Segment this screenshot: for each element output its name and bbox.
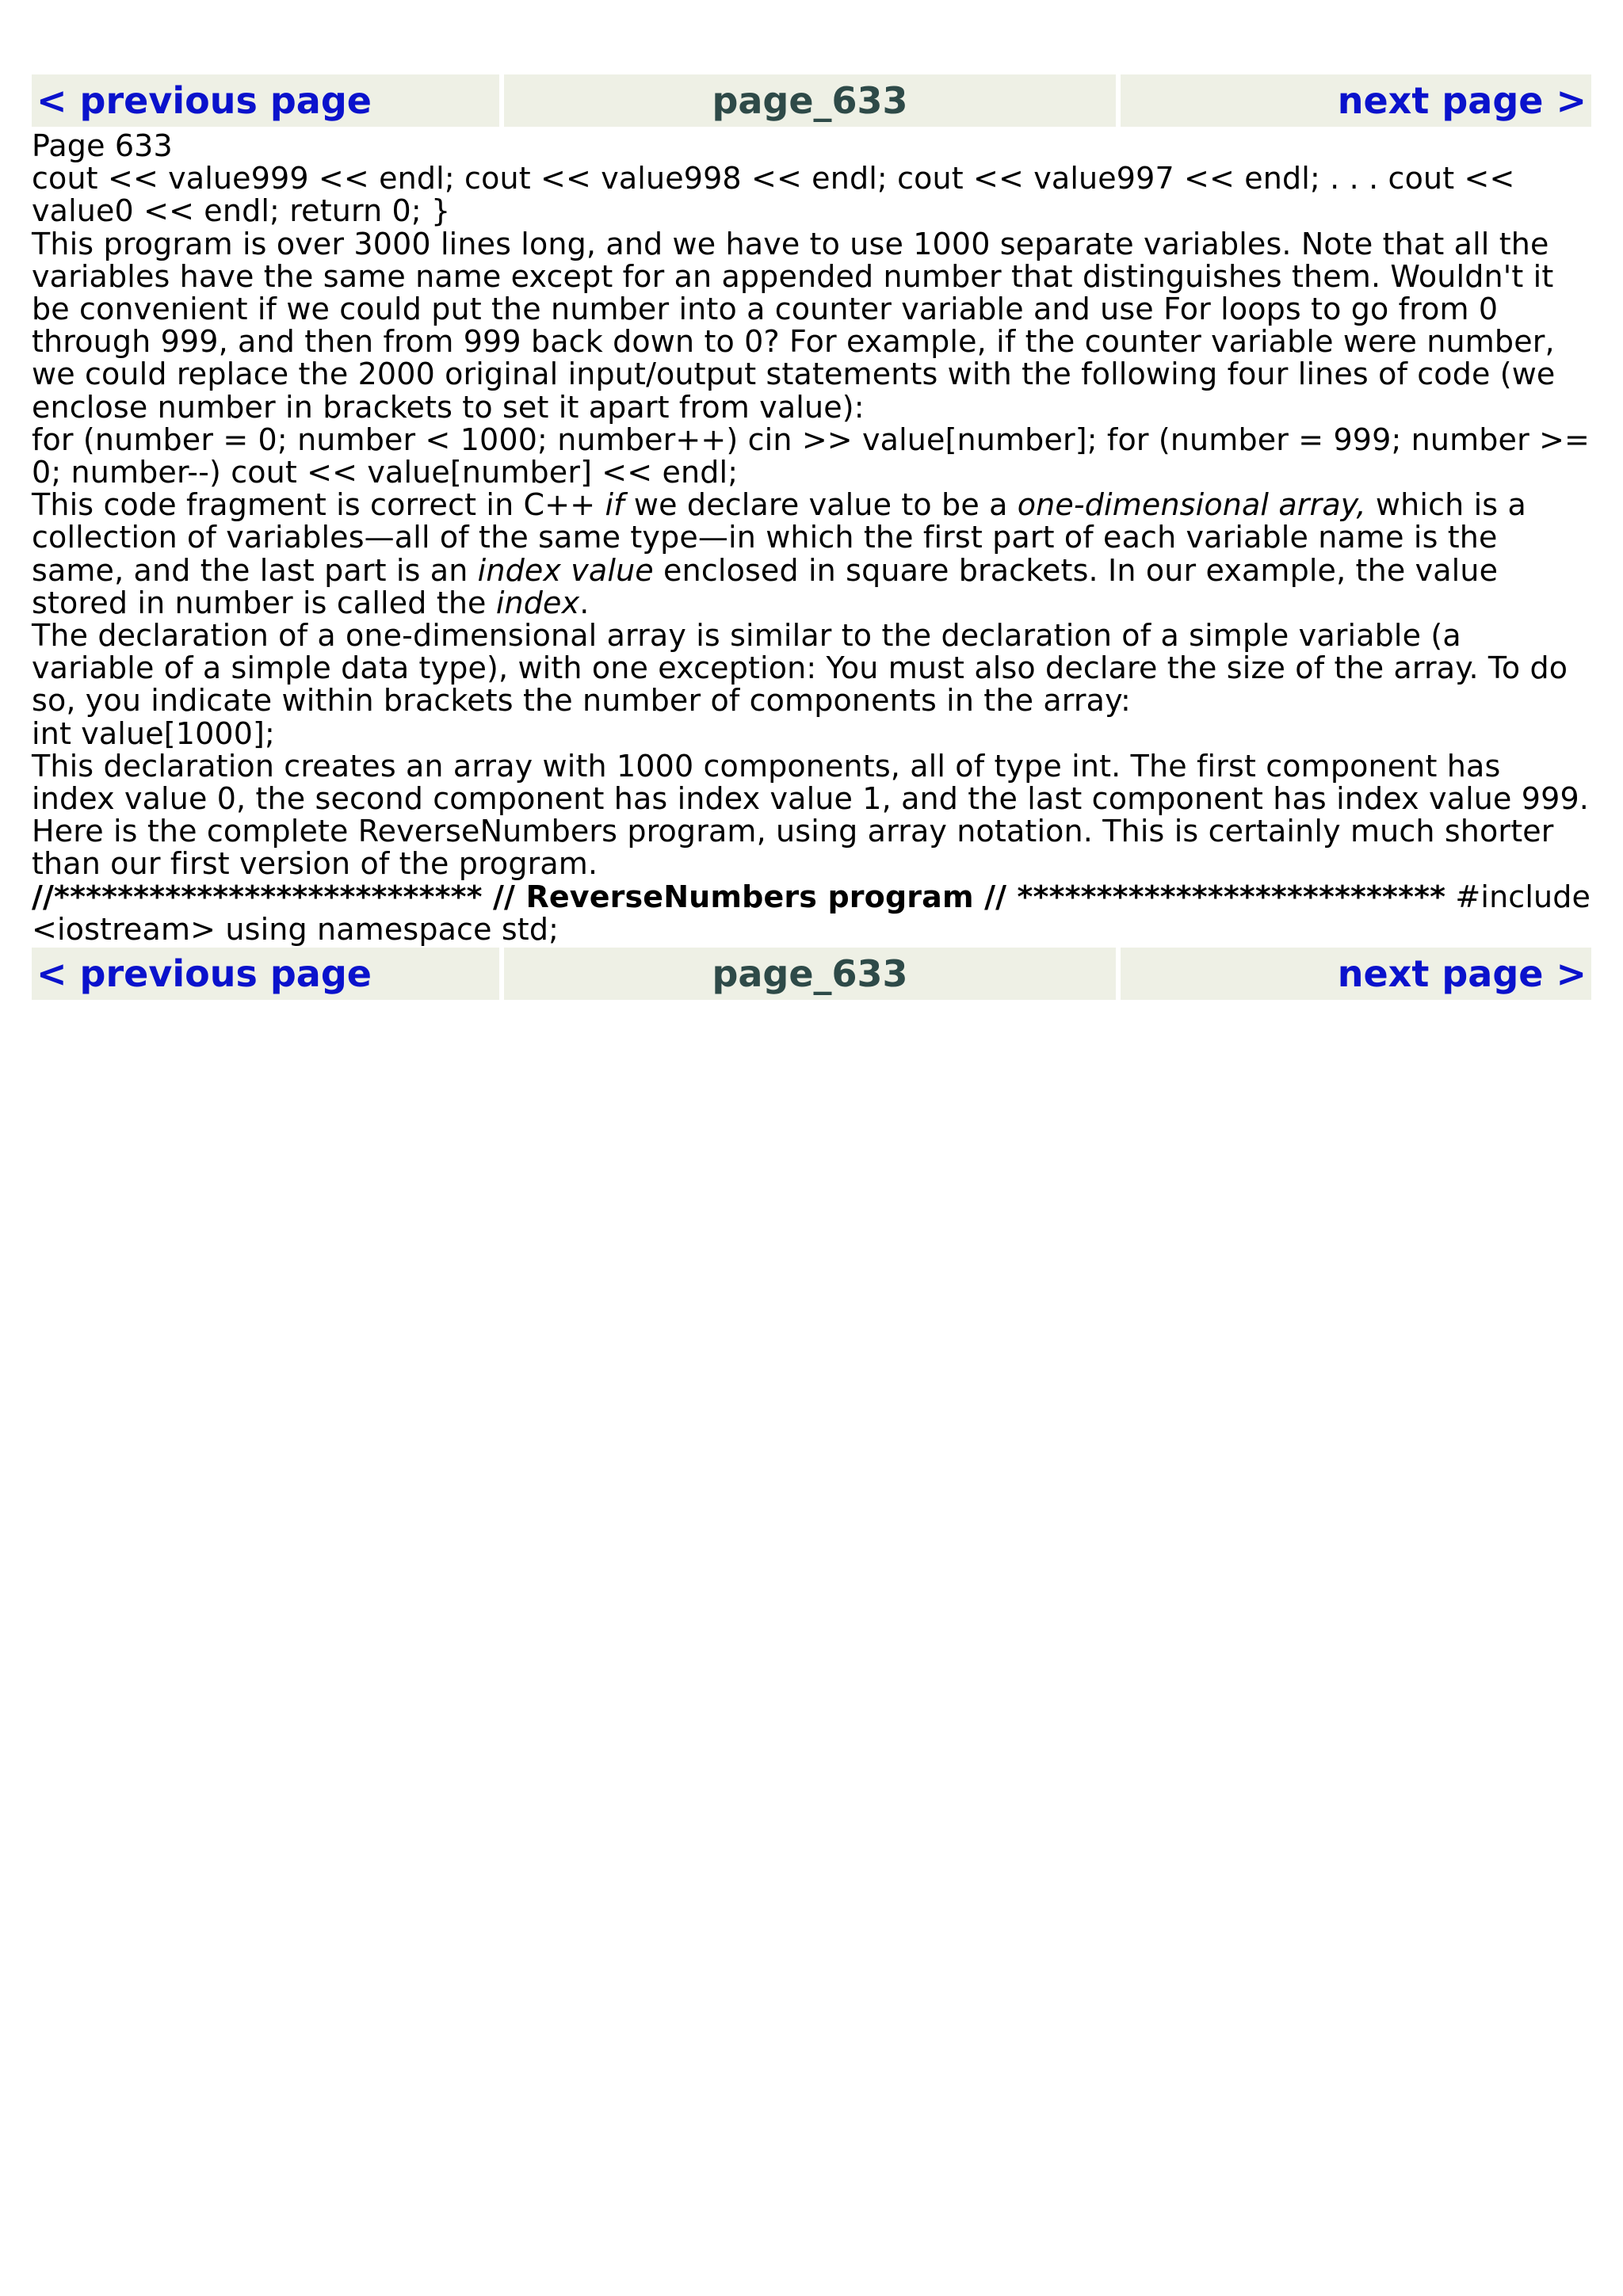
next-page-link-bottom[interactable]: next page > xyxy=(1121,948,1591,1000)
page-content xyxy=(32,127,1591,946)
code-snippet-program-header xyxy=(32,881,1591,946)
italic-term-index: index xyxy=(495,585,580,620)
text-segment: which is a collection of variables—all of the same type—in which the first part of each variable name is the same, and the last part is an xyxy=(32,487,1526,588)
page-title: page_633 xyxy=(504,74,1116,127)
next-page-link[interactable]: next page > xyxy=(1121,74,1591,127)
code-snippet-for-loops: for (number = 0; number < 1000; number++) cin >> value[number]; for (number = 999; number >= 0; number--) cout << value[number] << endl; xyxy=(32,421,1591,490)
code-snippet-output-loop: cout << value999 << endl; cout << value998 << endl; cout << value997 << endl; . . . cout << value0 << endl; return 0; } xyxy=(32,161,1515,229)
paragraph-complete-program: Here is the complete ReverseNumbers program, using array notation. This is certainly much shorter than our first version of the program. xyxy=(32,814,1554,882)
paragraph-program-length: This program is over 3000 lines long, and we have to use 1000 separate variables. Note that all the variables have the same name except for an appended number that distinguishes them. Wouldn't it be convenient if we could put the number into a counter variable and use For loops to go from 0 through 999, and then from 999 back down to 0? For example, if the counter variable were number, we could replace the 2000 original input/output statements with the following four lines of code (we enclose number in brackets to set it apart from value): xyxy=(32,226,1556,425)
paragraph-array-definition xyxy=(32,489,1591,620)
text-segment: This code fragment is correct in C++ xyxy=(32,487,605,523)
previous-page-link[interactable]: < previous page xyxy=(32,74,499,127)
italic-term-if: if xyxy=(605,487,624,523)
code-snippet-declaration: int value[1000]; xyxy=(32,715,275,751)
top-navigation-bar xyxy=(32,74,1591,127)
text-segment: . xyxy=(579,585,590,620)
text-segment: we declare value to be a xyxy=(624,487,1018,523)
document-page xyxy=(32,74,1591,1000)
paragraph-declaration: The declaration of a one-dimensional array is similar to the declaration of a simple variable (a variable of a simple data type), with one exception: You must also declare the size of the array. To do so, you indicate within brackets the number of components in the array: xyxy=(32,618,1568,719)
code-comment-banner: //*************************** // ReverseNumbers program // *************************** xyxy=(32,879,1446,914)
text-segment: enclosed in square brackets. In our example, the value stored in number is called the xyxy=(32,552,1499,620)
italic-term-one-dimensional-array: one-dimensional array, xyxy=(1017,487,1366,523)
page-title-bottom: page_633 xyxy=(504,948,1116,1000)
paragraph-components: This declaration creates an array with 1000 components, all of type int. The first component has index value 0, the second component has index value 1, and the last component has index value 999. xyxy=(32,748,1590,817)
code-include-line: #include <iostream> using namespace std; xyxy=(32,879,1591,947)
bottom-navigation-bar xyxy=(32,948,1591,1000)
previous-page-link-bottom[interactable]: < previous page xyxy=(32,948,499,1000)
page-number: Page 633 xyxy=(32,128,173,163)
italic-term-index-value: index value xyxy=(477,552,654,588)
